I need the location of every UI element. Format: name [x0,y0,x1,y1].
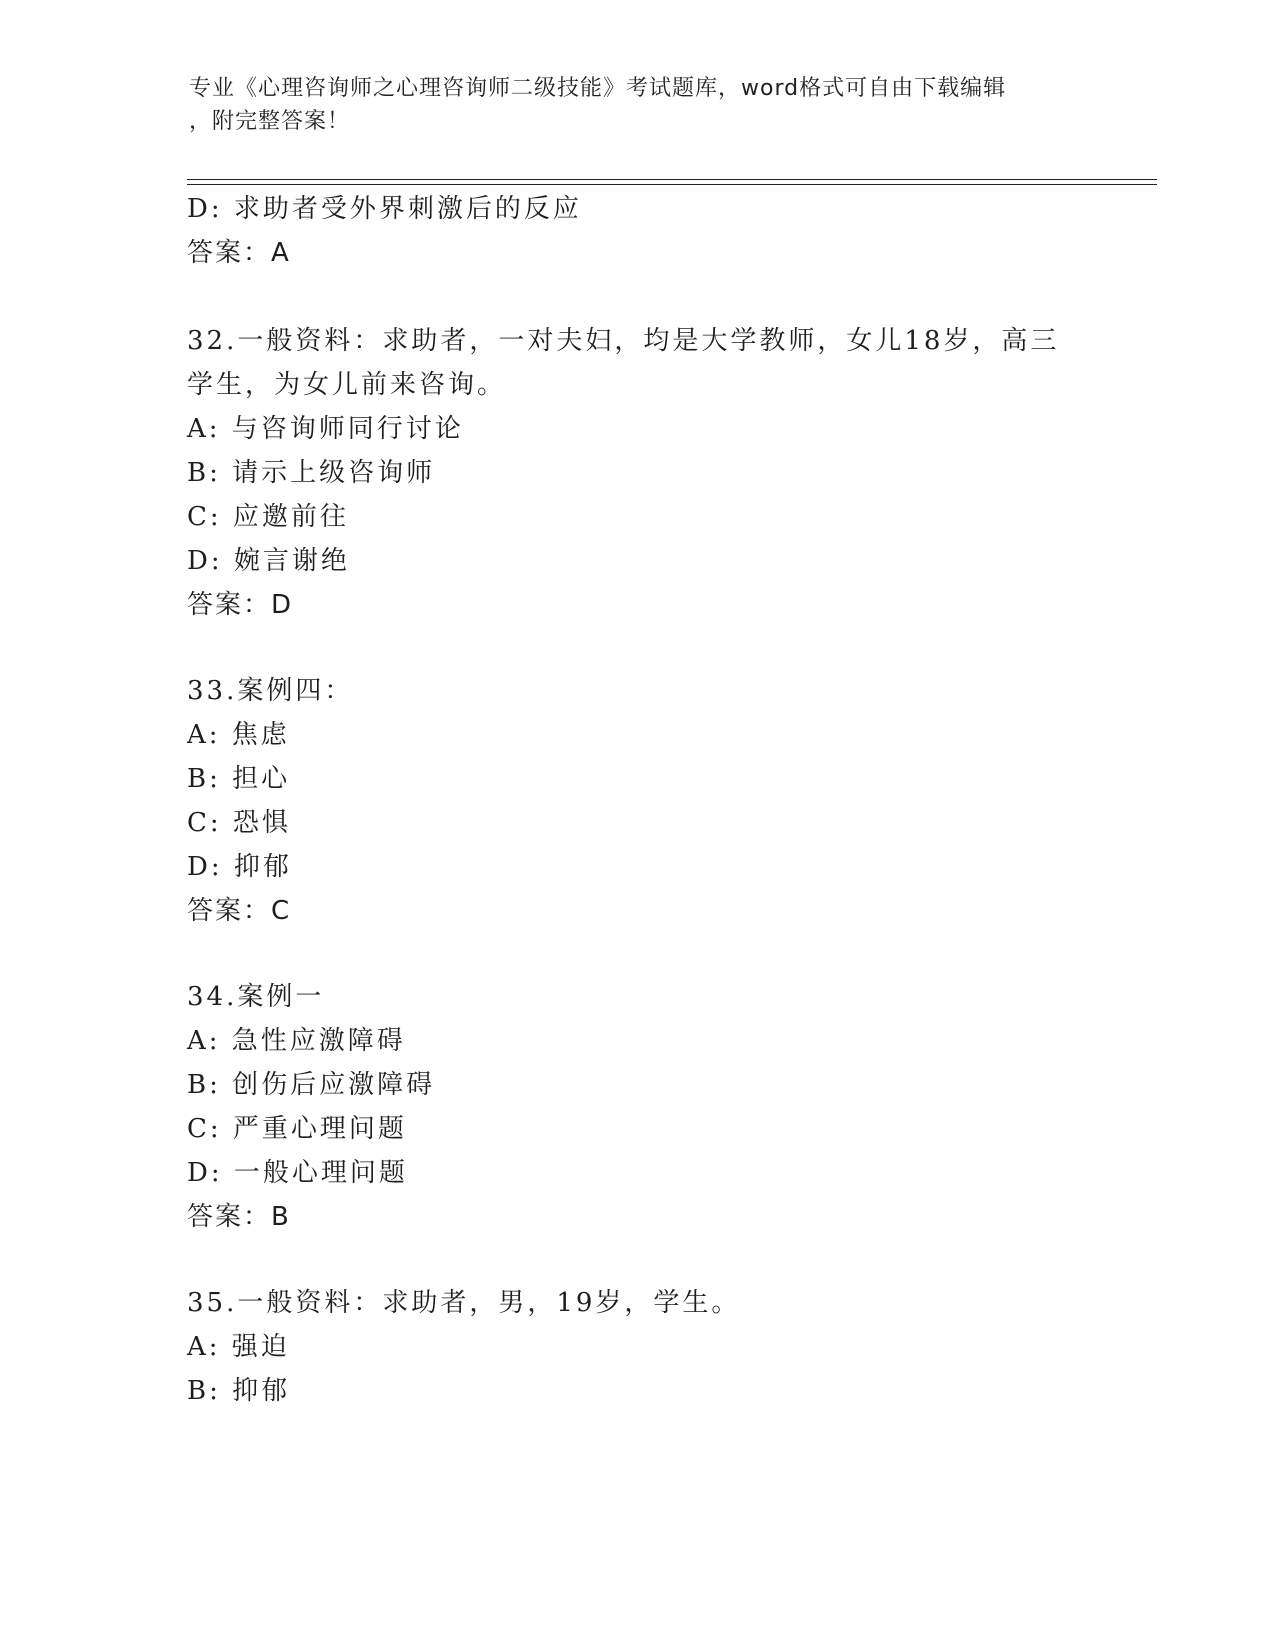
question-line: 学生，为女儿前来咨询。 [187,370,507,400]
option-line: B: 抑郁 [187,1376,291,1406]
question-line: 35.一般资料：求助者，男，19岁，学生。 [187,1288,741,1318]
answer-line: 答案：D [187,590,294,620]
option-line: A: 与咨询师同行讨论 [187,414,464,444]
option-line: D: 一般心理问题 [187,1158,408,1188]
answer-line: 答案：C [187,896,292,926]
option-line: B: 创伤后应激障碍 [187,1070,436,1100]
option-line: A: 焦虑 [187,720,290,750]
question-line: 33.案例四： [187,676,354,706]
answer-line: 答案：B [187,1202,291,1232]
option-line: B: 请示上级咨询师 [187,458,436,488]
header-rule-top [187,179,1157,180]
header-rule-bottom [187,184,1157,185]
option-line: B: 担心 [187,764,291,794]
option-line: A: 急性应激障碍 [187,1026,406,1056]
option-line: C: 恐惧 [187,808,291,838]
question-line: 34.案例一 [187,982,325,1012]
question-line: 32.一般资料：求助者，一对夫妇，均是大学教师，女儿18岁，高三 [187,326,1060,356]
option-line: D: 抑郁 [187,852,292,882]
answer-line: 答案：A [187,238,291,268]
option-line: A: 强迫 [187,1332,290,1362]
option-line: C: 应邀前往 [187,502,349,532]
header-line-1: 专业《心理咨询师之心理咨询师二级技能》考试题库，word格式可自由下载编辑 [189,76,1007,101]
document-header [189,72,1089,138]
option-line: C: 严重心理问题 [187,1114,407,1144]
header-line-2: ，附完整答案！ [189,109,351,134]
option-line: D: 婉言谢绝 [187,546,350,576]
option-line: D: 求助者受外界刺激后的反应 [187,194,582,224]
